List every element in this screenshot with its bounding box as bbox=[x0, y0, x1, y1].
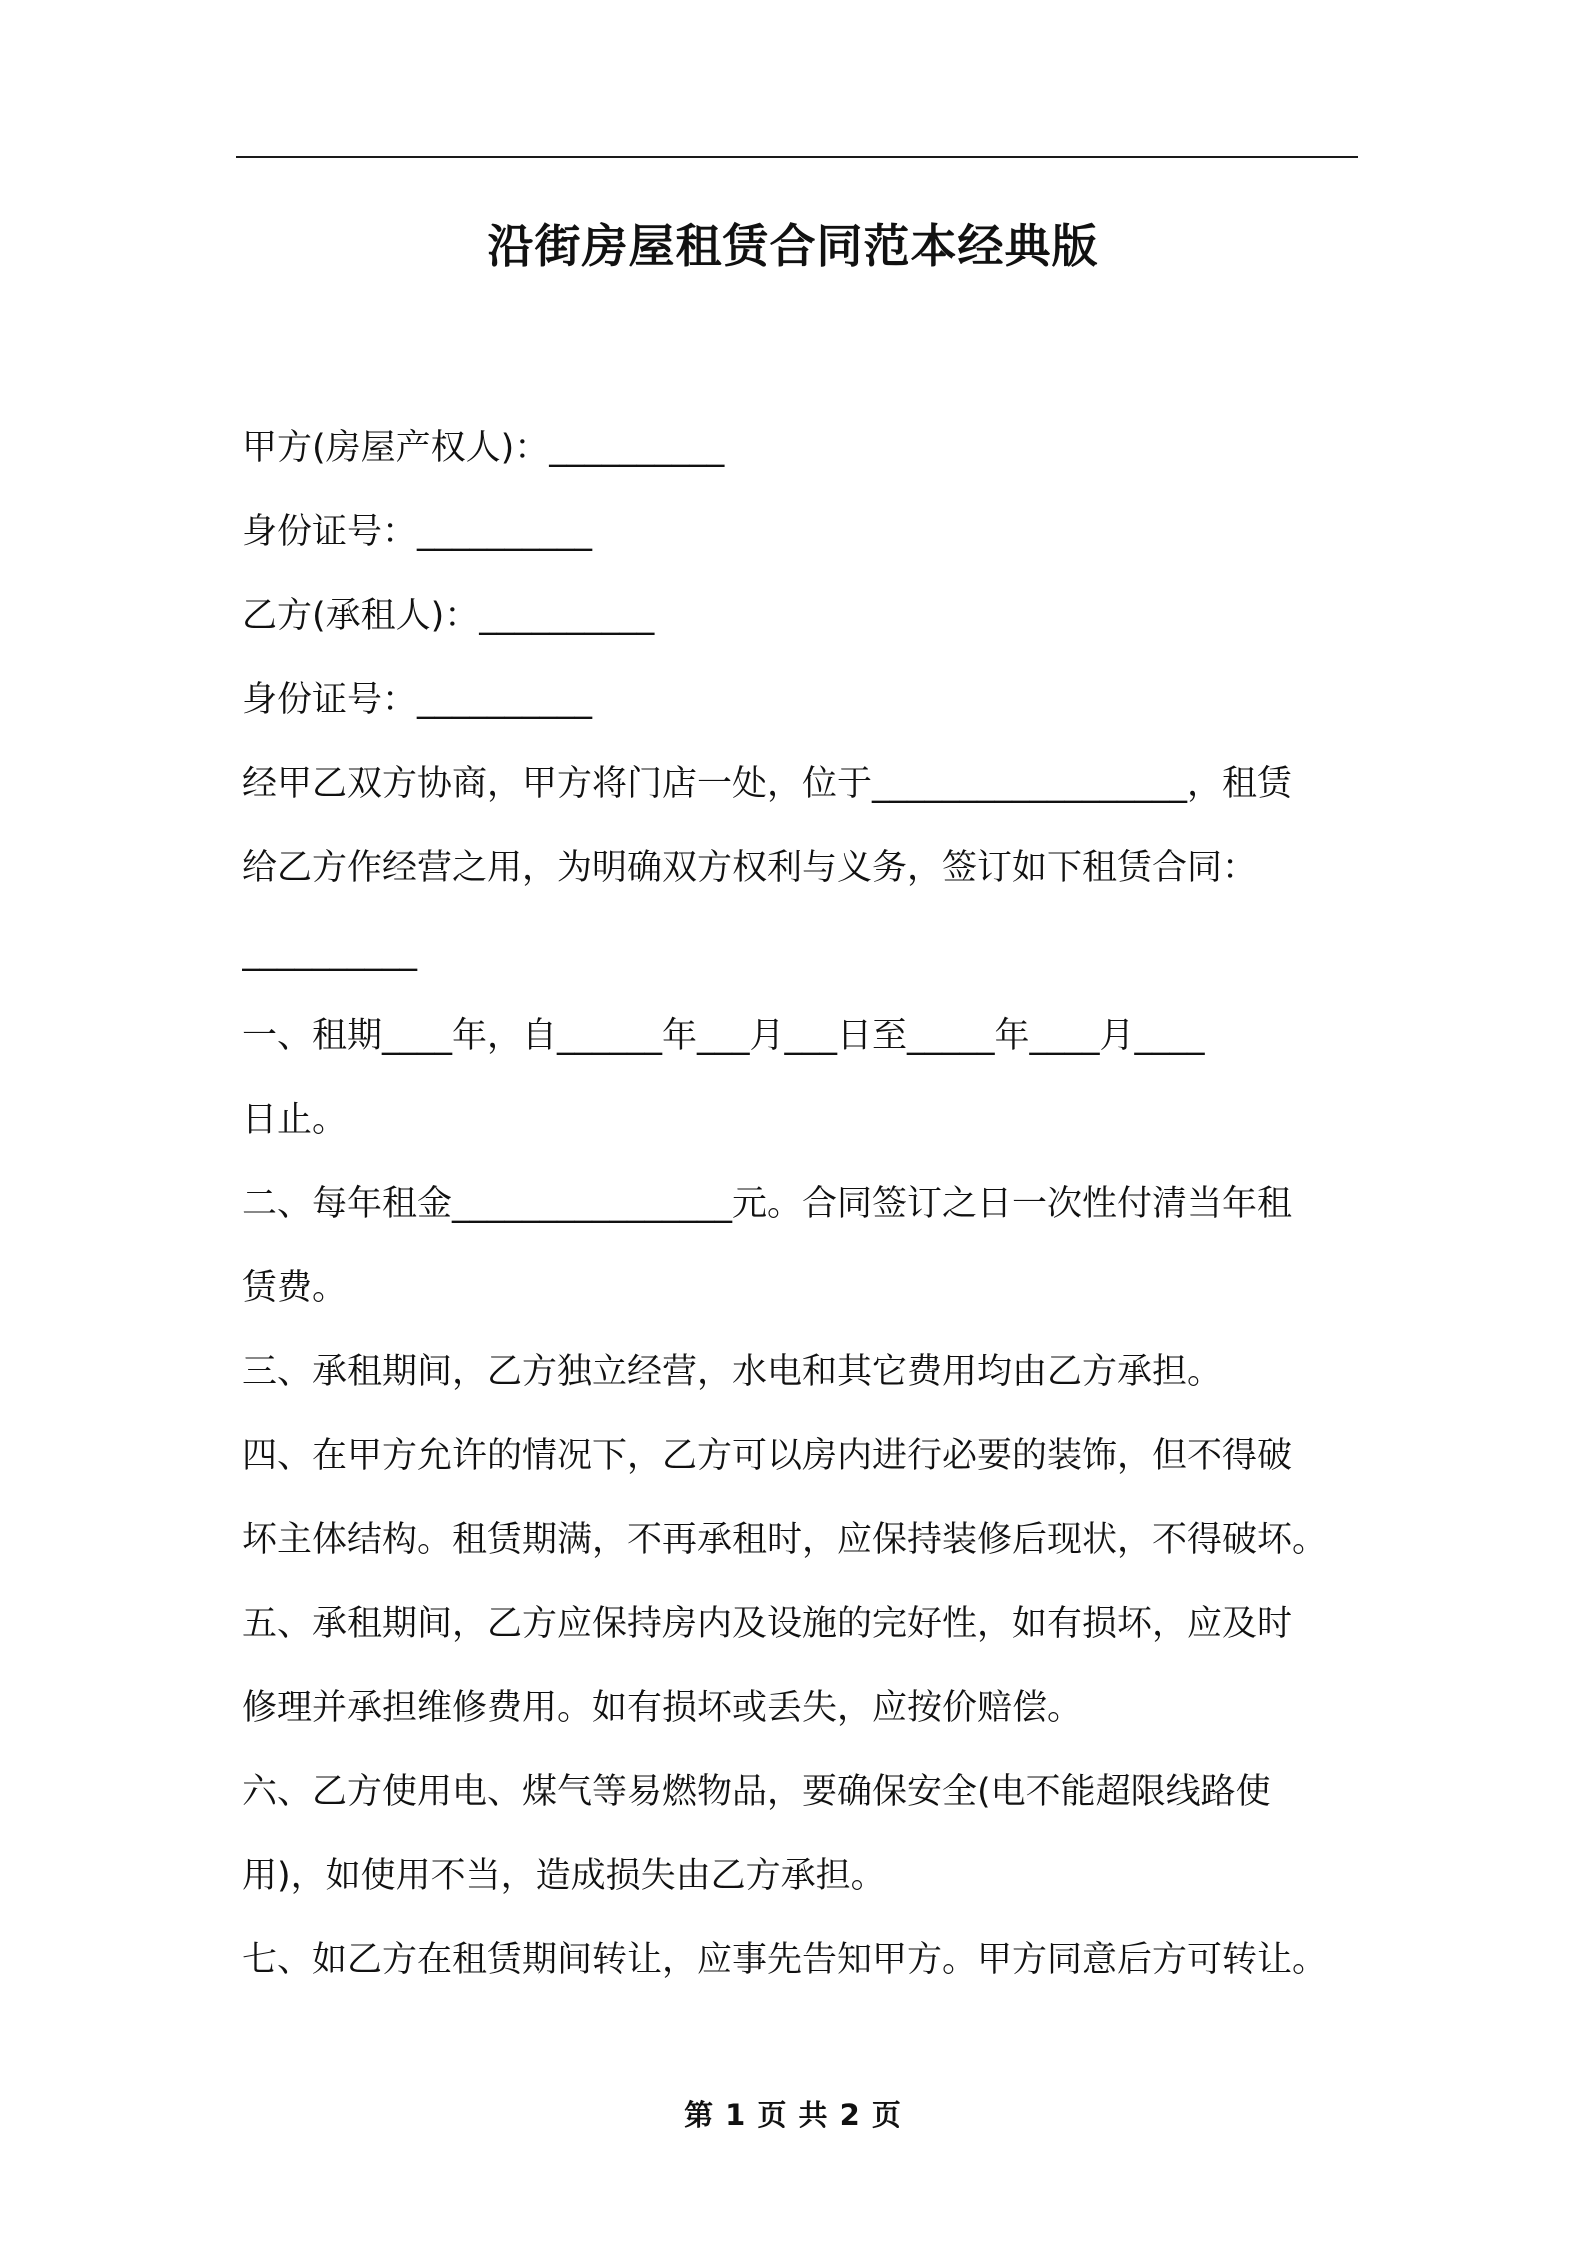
clause-4-line-2: 坏主体结构。租赁期满，不再承租时，应保持装修后现状，不得破坏。 bbox=[242, 1520, 1328, 1560]
party-b-id-line: 身份证号：__________ bbox=[242, 680, 593, 720]
clause-7-line-1: 七、如乙方在租赁期间转让，应事先告知甲方。甲方同意后方可转让。 bbox=[242, 1940, 1328, 1980]
clause-3-line-1: 三、承租期间，乙方独立经营，水电和其它费用均由乙方承担。 bbox=[242, 1352, 1223, 1392]
preamble-blank-line: __________ bbox=[242, 932, 417, 972]
party-a-line: 甲方(房屋产权人)：__________ bbox=[242, 428, 725, 468]
party-a-id-line: 身份证号：__________ bbox=[242, 512, 593, 552]
clause-2-line-1: 二、每年租金________________元。合同签订之日一次性付清当年租 bbox=[242, 1184, 1293, 1224]
page-number-footer: 第 1 页 共 2 页 bbox=[684, 2098, 902, 2132]
clause-4-line-1: 四、在甲方允许的情况下，乙方可以房内进行必要的装饰，但不得破 bbox=[242, 1436, 1293, 1476]
clause-1-line-1: 一、租期____年，自______年___月___日至_____年____月____ bbox=[242, 1016, 1205, 1056]
clause-6-line-1: 六、乙方使用电、煤气等易燃物品，要确保安全(电不能超限线路使 bbox=[242, 1772, 1271, 1812]
header-rule bbox=[236, 156, 1358, 158]
clause-5-line-2: 修理并承担维修费用。如有损坏或丢失，应按价赔偿。 bbox=[242, 1688, 1083, 1728]
clause-2-line-2: 赁费。 bbox=[242, 1268, 348, 1308]
preamble-line-1: 经甲乙双方协商，甲方将门店一处，位于__________________，租赁 bbox=[242, 764, 1293, 804]
clause-6-line-2: 用)，如使用不当，造成损失由乙方承担。 bbox=[242, 1856, 886, 1896]
clause-1-line-2: 日止。 bbox=[242, 1100, 348, 1140]
preamble-line-2: 给乙方作经营之用，为明确双方权利与义务，签订如下租赁合同： bbox=[242, 848, 1258, 888]
document-title: 沿街房屋租赁合同范本经典版 bbox=[487, 219, 1099, 273]
clause-5-line-1: 五、承租期间，乙方应保持房内及设施的完好性，如有损坏，应及时 bbox=[242, 1604, 1293, 1644]
party-b-line: 乙方(承租人)：__________ bbox=[242, 596, 655, 636]
contract-body bbox=[242, 406, 1358, 2002]
